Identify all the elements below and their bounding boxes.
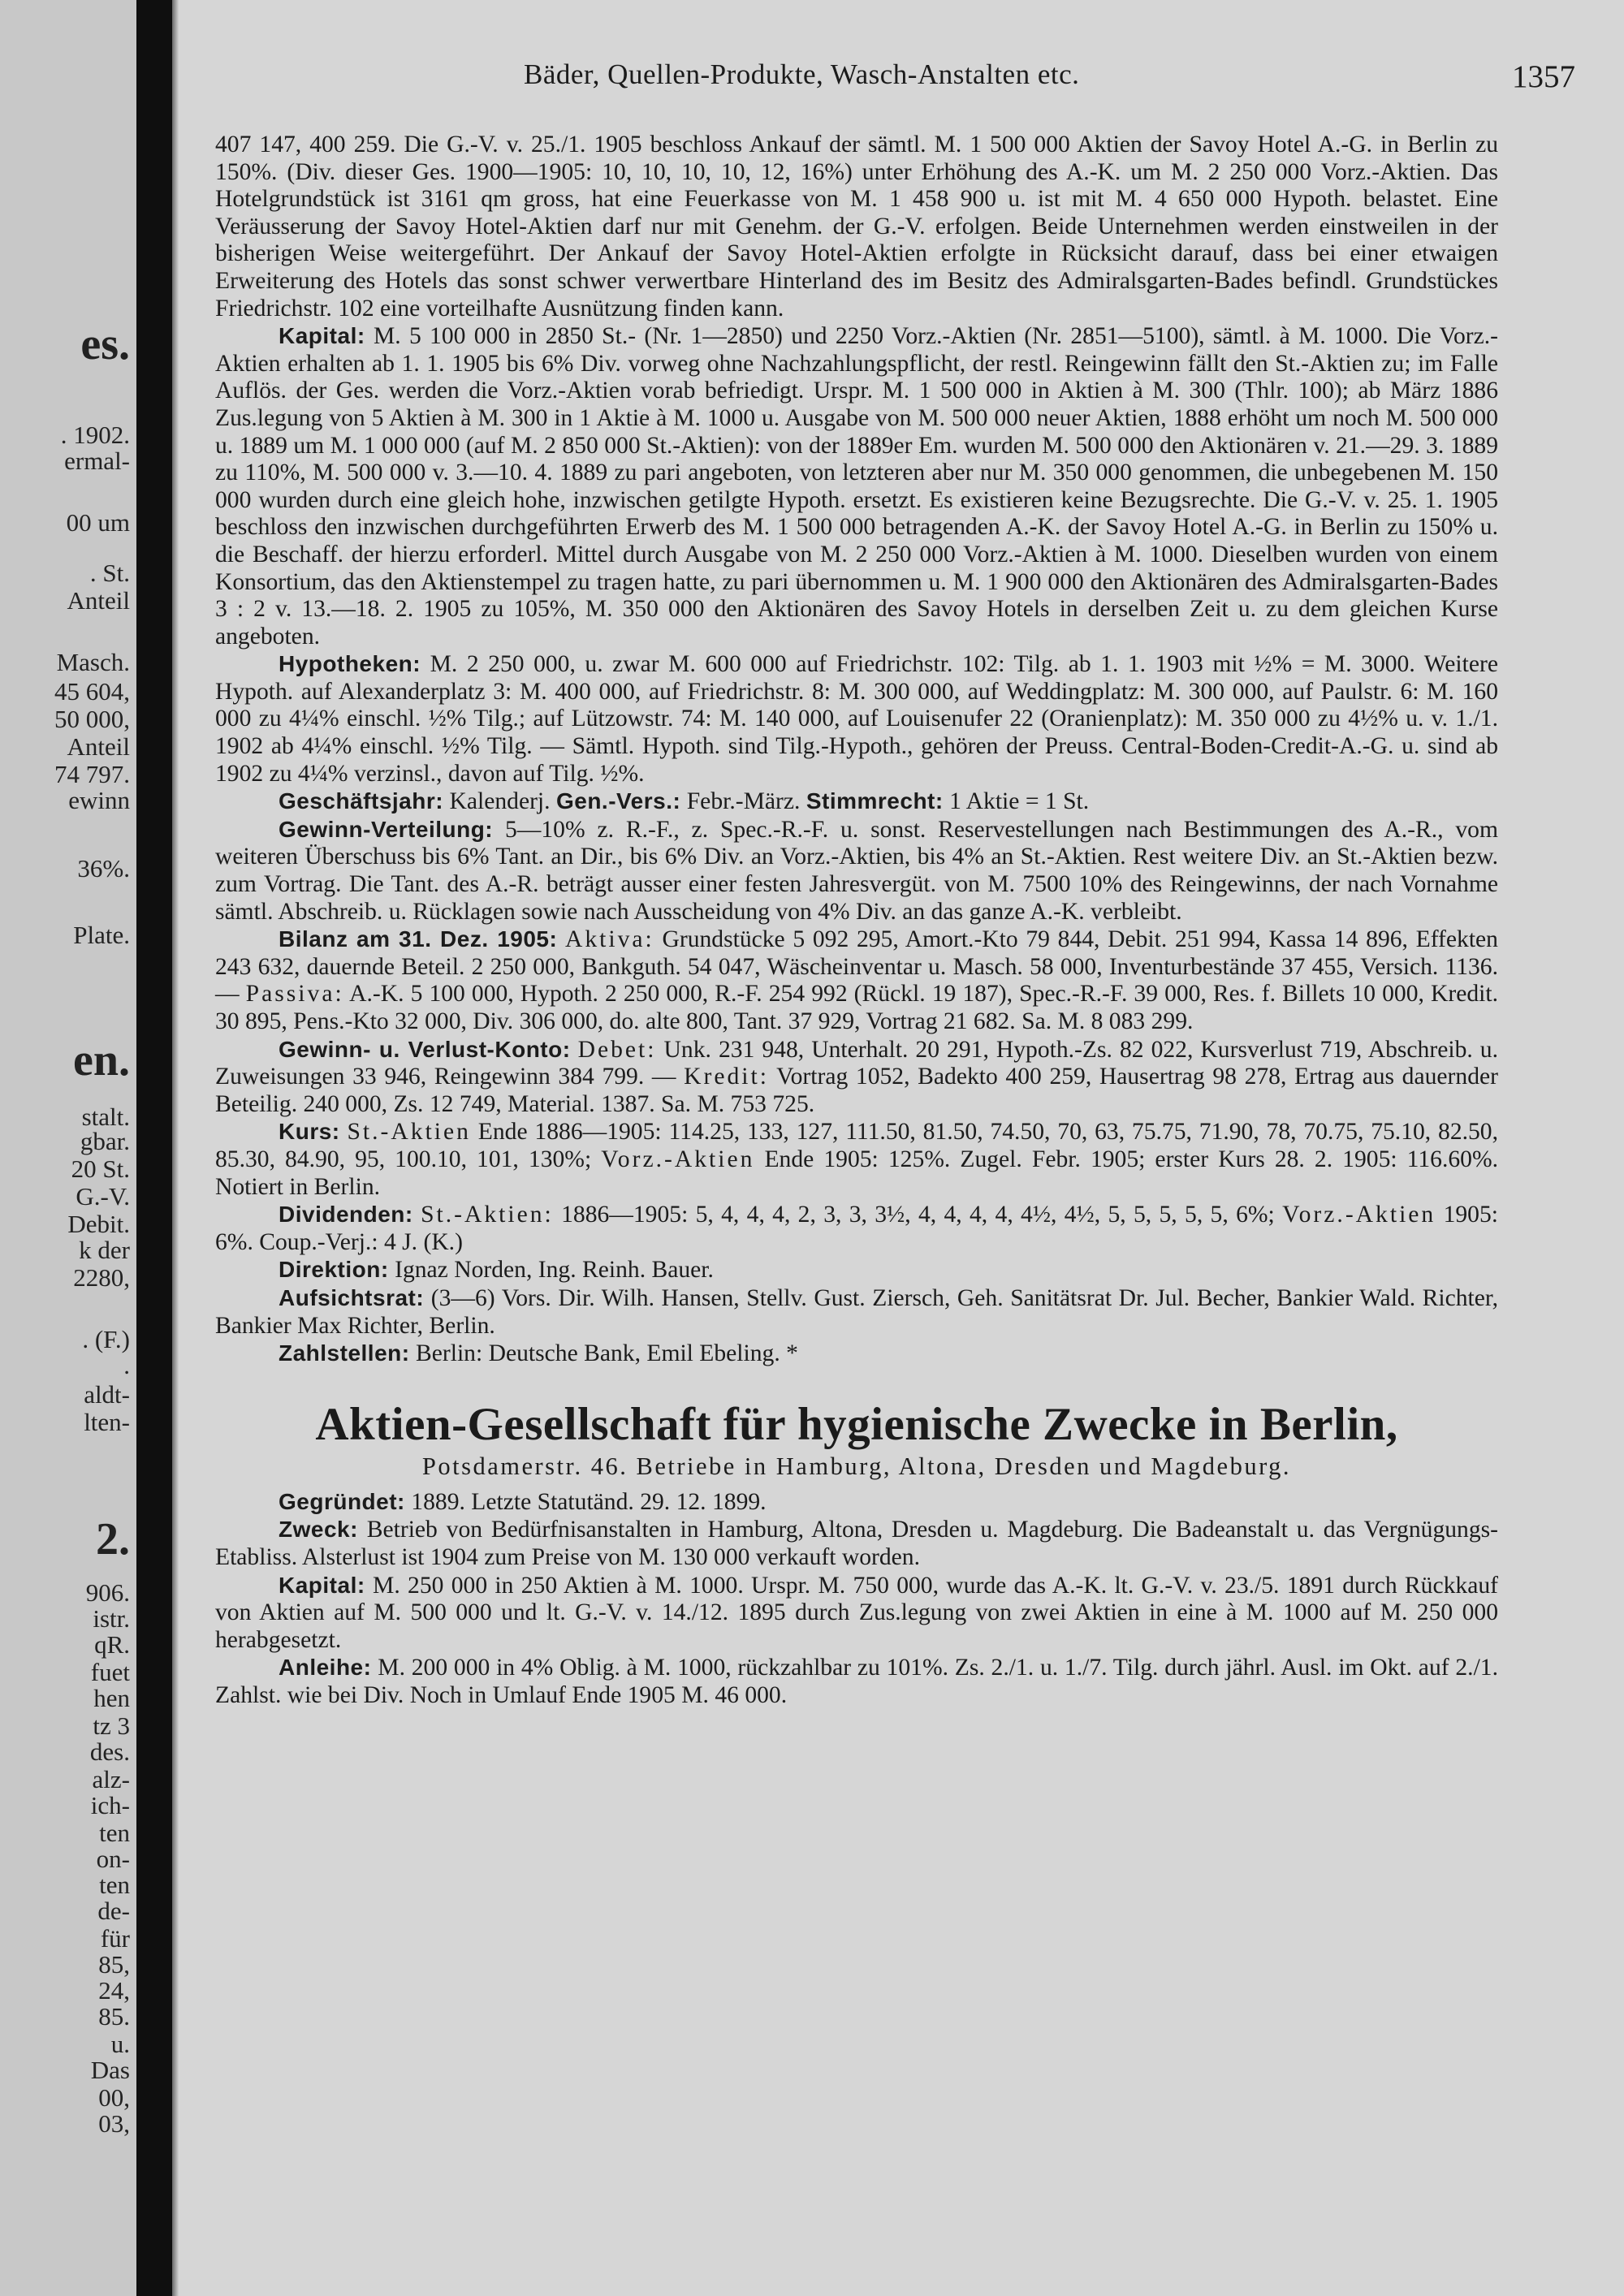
previous-page-text: hen [93,1684,130,1712]
previous-page-text: Anteil [67,586,130,615]
previous-page-text: Debit. [67,1210,130,1238]
previous-page-text: 00 um [66,508,130,537]
section-text: 5—10% z. R.-F., z. Spec.-R.-F. u. sonst. Reservestellungen nach Bestimmungen des A.-R., vom weiteren Überschuss bis 6% Tant. an Dir., bis 6% Div. an Vorz.-Aktien, bis 4% an St.-Aktien. Rest weitere Div. an St.-Aktien bezw. zum Vortrag. Die Tant. des A.-R. beträgt ausser einer festen Jahresvergüt. von M. 7500 10% des Reingewinns, der nach Vornahme sämtl. Abschreib. u. Rücklagen sowie nach Ausscheidung von 4% Div. an das ganze A.-K. verbleibt. [215,816,1498,925]
section-label: Kapital: [279,323,365,349]
section-text: M. 250 000 in 250 Aktien à M. 1000. Urspr. M. 750 000, wurde das A.-K. lt. G.-V. v. 23./5. 1891 durch Rückkauf von Aktien auf M. 500 000 und lt. G.-V. v. 14./12. 1895 durch Zus.legung von zwei Aktien in eine à M. 1000 auf M. 250 000 herabgesetzt. [215,1572,1498,1653]
previous-page-text: ermal- [64,447,130,475]
previous-page-text: ich- [90,1791,130,1819]
section-label: Zweck: [279,1517,358,1543]
section-label: Hypotheken: [279,651,421,677]
section-label: Gegründet: [279,1488,405,1514]
previous-page-text: Masch. [56,648,130,676]
section-label: Anleihe: [279,1655,372,1681]
section-label: Bilanz am 31. Dez. 1905: [279,926,558,952]
previous-page-text: für [100,1924,130,1953]
gutter-shadow [172,0,179,2296]
section-hypotheken [215,650,1498,788]
previous-page-text: 74 797. [54,760,130,788]
debet-label: Debet: [577,1036,657,1063]
previous-page-text: . 1902. [60,421,130,449]
previous-page-text: lten- [84,1408,130,1436]
section-label: Kapital: [279,1572,365,1598]
previous-page-text: Das [90,2056,130,2084]
page [179,0,1624,2296]
section-label: Gewinn-Verteilung: [279,816,494,842]
vorz-aktien-label: Vorz.-Aktien [1282,1202,1436,1228]
section-text: M. 2 250 000, u. zwar M. 600 000 auf Friedrichstr. 102: Tilg. ab 1. 1. 1903 mit ½% = M. 3000. Weitere Hypoth. auf Alexanderplatz 3: M. 400 000, auf Friedrichstr. 8: M. 300 000, auf Weddingplatz: M. 300 000, auf Paulstr. 6: M. 160 000 zu 4¼% einschl. ½% Tilg.; auf Lützowstr. 74: M. 140 000, auf Louisenufer 22 (Oranienplatz): M. 350 000 zu 4½% u. v. 1./1. 1902 ab 4¼% einschl. ½% Tilg. — Sämtl. Hypoth. sind Tilg.-Hypoth., gehören der Preuss. Central-Boden-Credit-A.-G. u. sind ab 1902 zu 4¼% verzinsl., davon auf Tilg. ½%. [215,651,1498,787]
previous-page-text: u. [110,2030,130,2058]
passiva-label: Passiva: [245,981,344,1008]
section-text: Vortrag 1052, Badekto 400 259, Hausertrag 98 278, Ertrag aus dauernder Beteilig. 240 000, Zs. 12 749, Material. 1387. Sa. M. 753 725. [215,1064,1498,1117]
previous-page-text: en. [73,1035,130,1085]
previous-page-text: 03, [98,2109,130,2138]
section-text: Ende 1886—1905: 114.25, 133, 127, 111.50, 81.50, 74.50, 70, 63, 75.75, 71.90, 78, 70.75, 75.10, 82.50, 85.30, 84.90, 95, 100.10, 101, 130%; [215,1119,1499,1172]
previous-page-text: ewinn [68,786,130,814]
kredit-label: Kredit: [684,1064,769,1090]
section-text: Unk. 231 948, Unterhalt. 20 291, Hypoth.-Zs. 82 022, Kursverlust 719, Abschreib. u. Zuweisungen 33 946, Reingewinn 384 799. — [215,1036,1499,1090]
section-text: Ignaz Norden, Ing. Reinh. Bauer. [395,1257,714,1284]
section-label: Gewinn- u. Verlust-Konto: [279,1036,571,1062]
section-text: Febr.-März. [686,788,801,815]
section-text: Ende 1905: 125%. Zugel. Febr. 1905; erster Kurs 28. 2. 1905: 116.60%. Notiert in Berlin. [215,1146,1498,1200]
section-kapital [215,322,1498,650]
section-text: 1905: 6%. Coup.-Verj.: 4 J. (K.) [215,1202,1498,1255]
section-text: A.-K. 5 100 000, Hypoth. 2 250 000, R.-F. 254 992 (Rückl. 19 187), Spec.-R.-F. 39 000, Res. f. Billets 10 000, Kredit. 30 895, Pens.-Kto 32 000, Div. 306 000, do. alte 800, Tant. 37 929, Vortrag 21 682. Sa. M. 8 083 299. [215,981,1498,1034]
section-text: Kalenderj. [449,788,551,815]
section-aufsichtsrat [215,1284,1498,1340]
section-dividenden [215,1201,1498,1256]
running-head: Bäder, Quellen-Produkte, Wasch-Anstalten etc. [524,58,1080,90]
previous-page-text: 50 000, [54,705,130,733]
section-anleihe [215,1654,1498,1709]
section-label: Geschäftsjahr: [279,788,444,814]
section-label: Zahlstellen: [279,1340,410,1366]
previous-page-text: fuet [90,1658,130,1686]
section-text: M. 5 100 000 in 2850 St.- (Nr. 1—2850) und 2250 Vorz.-Aktien (Nr. 2851—5100), sämtl. à M. 1000. Die Vorz.-Aktien erhalten ab 1. 1. 1905 bis 6% Div. vorweg ohne Nachzahlungspflicht, der restl. Reingewinn fällt den St.-Aktien zu; im Falle Auflös. der Ges. werden die Vorz.-Aktien vorab befriedigt. Urspr. M. 1 500 000 in Aktien à M. 300 (Thlr. 100); ab März 1886 Zus.legung von 5 Aktien à M. 300 in 1 Aktie à M. 1000 u. Ausgabe von M. 500 000 neuer Aktien, 1888 erhöht um noch M. 500 000 u. 1889 um M. 1 000 000 (auf M. 2 850 000 St.-Aktien): von der 1889er Em. wurden M. 500 000 den Aktionären v. 21.—29. 3. 1889 zu 110%, M. 500 000 v. 3.—10. 4. 1889 zu pari angeboten, von letzteren aber nur M. 350 000 genommen, die unbegebenen M. 150 000 wurden durch eine gleich hohe, inzwischen getilgte Hypoth. ersetzt. Es existieren keine Bezugsrechte. Die G.-V. v. 25. 1. 1905 beschloss den inzwischen durchgeführten Erwerb des M. 1 500 000 betragenden A.-K. der Savoy Hotel A.-G. in Berlin zu 150% u. die Beschaff. der hierzu erforderl. Mittel durch Ausgabe von M. 2 250 000 Vorz.-Aktien à M. 1000. Dieselben wurden von einem Konsortium, das den Aktienstempel zu tragen hatte, zu pari übernommen u. M. 1 900 000 den Aktionären des Admiralsgarten-Bades 3 : 2 v. 13.—18. 2. 1905 zu 105%, M. 350 000 den Aktionären des Savoy Hotels in derselben Zeit u. zu dem gleichen Kurse angeboten. [215,323,1498,650]
company-subtitle: Potsdamerstr. 46. Betriebe in Hamburg, Altona, Dresden und Magdeburg. [421,1452,1292,1480]
previous-page-text: des. [89,1737,130,1766]
section-gewinn-verlust-konto [215,1036,1498,1119]
previous-page-text: 2280, [73,1263,130,1292]
previous-page-text: 85, [98,1950,130,1979]
previous-page-text: es. [80,319,130,369]
previous-page-text: 24, [98,1976,130,2005]
section-gewinn-verteilung [215,816,1498,926]
section-geschaeftsjahr [215,788,1498,816]
page-header [179,58,1624,99]
previous-page-text: ten [99,1819,130,1847]
previous-page-text: on- [96,1845,130,1873]
section-label: Stimmrecht: [806,788,944,814]
previous-page-text: 45 604, [54,677,130,706]
section-bilanz [215,926,1498,1035]
previous-page-text: de- [97,1897,130,1925]
section-text: Grundstücke 5 092 295, Amort.-Kto 79 844, Debit. 251 994, Kassa 14 896, Effekten 243 632, dauernde Beteil. 2 250 000, Bankguth. 54 047, Wäscheinventar u. Masch. 58 000, Inventurbestände 37 455, Versich. 1136. — [215,926,1498,1008]
previous-page-text: tz 3 [93,1711,130,1740]
section-text: Berlin: Deutsche Bank, Emil Ebeling. * [416,1340,798,1367]
section-gegruendet [215,1488,1498,1517]
previous-page-text: . [123,1351,130,1379]
section-kurs [215,1118,1498,1201]
previous-page-text: alz- [92,1765,130,1793]
section-zahlstellen [215,1340,1498,1368]
section-direktion [215,1256,1498,1284]
section-label: Gen.-Vers.: [555,788,681,814]
previous-page-text: 36%. [77,854,130,883]
previous-page-text: 906. [85,1578,130,1607]
section-text: 1886—1905: 5, 4, 4, 4, 2, 3, 3, 3½, 4, 4, 4, 4, 4½, 4½, 5, 5, 5, 5, 5, 6%; [561,1202,1275,1228]
section-label: Kurs: [279,1119,340,1145]
article-intro-continuation: 407 147, 400 259. Die G.-V. v. 25./1. 1905 beschloss Ankauf der sämtl. M. 1 500 000 Aktien der Savoy Hotel A.-G. in Berlin zu 150%. (Div. dieser Ges. 1900—1905: 10, 10, 10, 10, 12, 16%) unter Erhöhung des A.-K. um M. 2 250 000 Vorz.-Aktien. Das Hotelgrundstück ist 3161 qm gross, hat eine Feuerkasse von M. 1 458 900 u. ist mit M. 4 650 000 Hypoth. belastet. Eine Veräusserung der Savoy Hotel-Aktien darf nur mit Genehm. der G.-V. erfolgen. Beide Unternehmen werden einstweilen in der bisherigen Weise weitergeführt. Der Ankauf der Savoy Hotel-Aktien erfolgte in Rücksicht darauf, dass bei einer etwaigen Erweiterung des Hotels das sonst schwer verwertbare Hinterland des im Besitz des Admiralsgarten-Bades befindl. Grundstückes Friedrichstr. 102 eine vorteilhafte Ausnützung finden kann. [215,132,1498,322]
section-label: Dividenden: [279,1202,413,1228]
previous-page-text: istr. [93,1604,130,1633]
previous-page-text: aldt- [84,1380,130,1409]
previous-page-fragment [0,0,136,2296]
previous-page-text: 85. [98,2002,130,2031]
aktiva-label: Aktiva: [565,926,654,953]
previous-page-text: 2. [96,1514,130,1564]
previous-page-text: 20 St. [71,1154,130,1183]
page-number: 1357 [1512,59,1575,94]
section-zweck [215,1516,1498,1571]
section-text: 1 Aktie = 1 St. [949,788,1090,815]
previous-page-text: qR. [94,1630,130,1659]
previous-page-text: k der [79,1236,130,1264]
previous-page-text: G.-V. [76,1182,130,1211]
previous-page-text: 00, [98,2083,130,2112]
section-text: Betrieb von Bedürfnisanstalten in Hamburg, Altona, Dresden u. Magdeburg. Die Badeanstalt u. das Vergnügungs-Etabliss. Alsterlust ist 1904 zum Preise von M. 130 000 verkauft worden. [215,1517,1499,1570]
section-text: M. 200 000 in 4% Oblig. à M. 1000, rückzahlbar zu 101%. Zs. 2./1. u. 1./7. Tilg. durch jährl. Ausl. im Okt. auf 2./1. Zahlst. wie bei Div. Noch in Umlauf Ende 1905 M. 46 000. [215,1655,1498,1708]
previous-page-text: gbar. [80,1127,130,1155]
section-text: 1889. Letzte Statutänd. 29. 12. 1899. [411,1488,767,1515]
previous-page-text: stalt. [81,1103,130,1131]
page-body [215,132,1498,1709]
company-title: Aktien-Gesellschaft für hygienische Zwecke in Berlin, [315,1398,1398,1450]
book-gutter [136,0,172,2296]
section-label: Aufsichtsrat: [279,1284,425,1310]
previous-page-text: . St. [89,559,130,587]
section-kapital-2 [215,1572,1498,1655]
section-text: (3—6) Vors. Dir. Wilh. Hansen, Stellv. Gust. Ziersch, Geh. Sanitätsrat Dr. Jul. Becher, Bankier Wald. Richter, Bankier Max Richter, Berlin. [215,1284,1498,1339]
vorz-aktien-label: Vorz.-Aktien [601,1146,755,1172]
previous-page-text: Anteil [67,732,130,761]
previous-page-text: . (F.) [82,1325,130,1353]
st-aktien-label: St.-Aktien [347,1119,471,1146]
section-label: Direktion: [279,1257,389,1283]
previous-page-text: Plate. [73,921,130,949]
st-aktien-label: St.-Aktien: [421,1202,554,1228]
previous-page-text: ten [99,1871,130,1899]
